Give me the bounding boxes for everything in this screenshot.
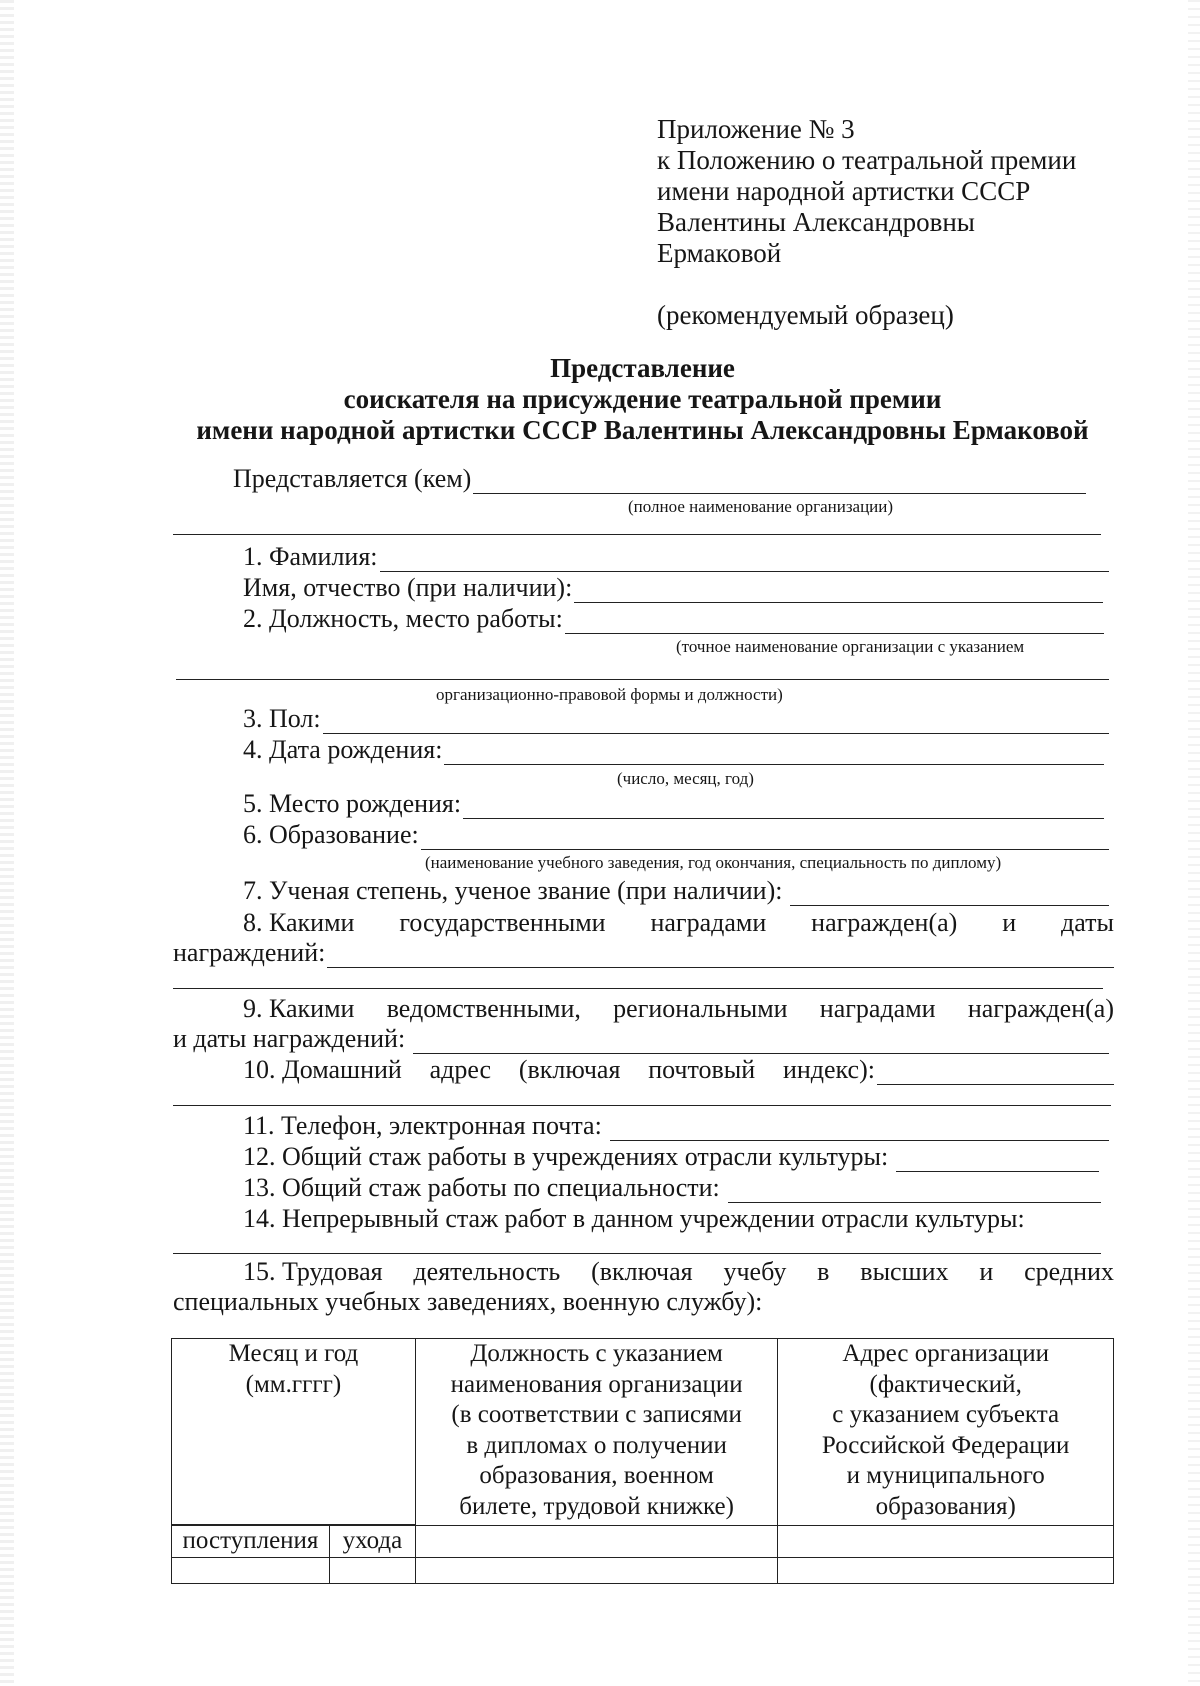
header-text: образования) (875, 1492, 1016, 1520)
culture-experience-field[interactable] (896, 1147, 1099, 1172)
header-text: (фактический, (869, 1370, 1022, 1398)
text-word: награжден(а) (967, 994, 1114, 1023)
home-address-row (243, 1055, 1114, 1085)
sex-label: 3. Пол: (243, 704, 321, 733)
text-word: средних (1024, 1257, 1114, 1286)
header-text: в дипломах о получении (466, 1431, 727, 1459)
surname-label: 1. Фамилия: (243, 542, 378, 571)
home-address-field[interactable] (877, 1060, 1114, 1085)
phone-row (243, 1111, 1109, 1141)
birth-date-label: 4. Дата рождения: (243, 735, 443, 764)
surname-field[interactable] (380, 547, 1109, 572)
header-position (415, 1339, 777, 1526)
attachment-line: Валентины Александровны (657, 207, 975, 237)
text-word: в (817, 1257, 830, 1286)
birth-place-label: 5. Место рождения: (243, 789, 462, 818)
position-hint: (точное наименование организации с указанием (676, 637, 1025, 656)
header-text: и муниципального (846, 1462, 1045, 1489)
scan-edge-right (1188, 0, 1200, 1686)
labor-tail-row (173, 1287, 1073, 1317)
text-word: 8. Какими (243, 908, 355, 937)
work-history-table (171, 1338, 1114, 1584)
text-word: деятельность (413, 1257, 561, 1286)
birth-date-field[interactable] (444, 740, 1104, 765)
text-word: учебу (723, 1257, 787, 1286)
state-awards-row (173, 938, 1114, 968)
table-cell[interactable] (172, 1558, 330, 1584)
home-address-field-line[interactable] (173, 1105, 1111, 1106)
degree-field[interactable] (790, 881, 1109, 906)
sample-note: (рекомендуемый образец) (657, 300, 954, 330)
text-word: региональными (613, 994, 788, 1023)
continuous-experience-row (243, 1204, 1114, 1234)
sex-field[interactable] (323, 709, 1109, 734)
text-word: (включая (518, 1055, 621, 1084)
phone-label: 11. Телефон, электронная почта: (243, 1111, 602, 1140)
header-text: Должность с указанием (470, 1340, 723, 1367)
header-text: Месяц и год (228, 1340, 359, 1367)
presented-by-field[interactable] (473, 469, 1086, 494)
text-word: даты (1061, 908, 1114, 937)
subheader-start: поступления (172, 1526, 330, 1558)
attachment-line: Приложение № 3 (657, 114, 855, 144)
state-awards-field[interactable] (327, 943, 1114, 968)
text-word: 9. Какими (243, 994, 355, 1023)
dept-awards-field[interactable] (413, 1029, 1109, 1054)
dept-awards-line (243, 993, 1114, 1024)
text-word: индекс): (782, 1055, 875, 1084)
scan-edge-left (0, 0, 14, 1686)
continuous-experience-field-line[interactable] (173, 1253, 1101, 1254)
labor-line (243, 1256, 1114, 1287)
attachment-line: к Положению о театральной премии (657, 145, 1077, 175)
birth-place-field[interactable] (463, 794, 1104, 819)
attachment-line: Ермаковой (657, 238, 782, 268)
header-text: Российской Федерации (821, 1431, 1070, 1459)
header-text: билете, трудовой книжке) (459, 1492, 734, 1520)
text-word: и (979, 1257, 994, 1286)
degree-row (243, 876, 1109, 906)
education-field[interactable] (421, 825, 1109, 850)
table-row (172, 1558, 1114, 1584)
presented-by-label: Представляется (кем) (233, 464, 472, 493)
labor-tail-label: специальных учебных заведениях, военную службу): (173, 1287, 763, 1316)
text-word: адрес (429, 1055, 492, 1084)
birth-date-hint: (число, месяц, год) (617, 769, 754, 788)
state-awards-label: награждений: (173, 938, 326, 967)
document-title: Представление (550, 353, 735, 383)
attachment-line: имени народной артистки СССР (657, 176, 1031, 206)
text-word: государственными (399, 908, 606, 937)
presented-by-field-line[interactable] (173, 534, 1101, 535)
document-subtitle: соискателя на присуждение театральной премии (343, 384, 942, 414)
specialty-experience-field[interactable] (728, 1178, 1101, 1203)
surname-row (243, 542, 1109, 572)
header-address (778, 1339, 1114, 1526)
header-text: (мм.гггг) (245, 1370, 342, 1398)
text-word: ведомственными, (386, 994, 581, 1023)
header-text: Адрес организации (842, 1340, 1049, 1367)
birth-date-row (243, 735, 1104, 765)
document-subtitle: имени народной артистки СССР Валентины Александровны Ермаковой (196, 415, 1089, 445)
header-month-year (172, 1339, 416, 1525)
state-awards-field-line[interactable] (173, 988, 1103, 989)
phone-field[interactable] (610, 1116, 1109, 1141)
specialty-experience-label: 13. Общий стаж работы по специальности: (243, 1173, 720, 1202)
table-cell[interactable] (778, 1558, 1114, 1584)
header-text: (в соответствии с записями (451, 1401, 742, 1428)
table-cell[interactable] (329, 1558, 415, 1584)
text-word: наградами (650, 908, 767, 937)
table-cell[interactable] (415, 1558, 777, 1584)
specialty-experience-row (243, 1173, 1101, 1203)
table-subheader-row (172, 1526, 1114, 1558)
presented-by-row (233, 464, 1086, 494)
education-label: 6. Образование: (243, 820, 419, 849)
text-word: награжден(а) (811, 908, 958, 937)
text-word: наградами (819, 994, 936, 1023)
name-field[interactable] (574, 578, 1103, 603)
text-word: 15. Трудовая (243, 1257, 383, 1286)
name-row (243, 573, 1103, 603)
education-hint: (наименование учебного заведения, год окончания, специальность по диплому) (425, 853, 1002, 872)
name-label: Имя, отчество (при наличии): (243, 573, 573, 602)
text-word: (включая (591, 1257, 693, 1286)
header-text: наименования организации (450, 1370, 743, 1398)
text-word: высших (860, 1257, 949, 1286)
header-text: с указанием субъекта (832, 1401, 1060, 1428)
sex-row (243, 704, 1109, 734)
text-word: 10. Домашний (243, 1055, 402, 1084)
home-address-label (243, 1055, 875, 1085)
table-header-row (172, 1339, 1114, 1525)
position-field-line[interactable] (176, 679, 1109, 680)
presented-by-hint: (полное наименование организации) (628, 497, 894, 516)
text-word: почтовый (648, 1055, 756, 1084)
dept-awards-row (173, 1024, 1109, 1054)
position-label: 2. Должность, место работы: (243, 604, 563, 633)
continuous-experience-label: 14. Непрерывный стаж работ в данном учреждении отрасли культуры: (243, 1204, 1025, 1233)
birth-place-row (243, 789, 1104, 819)
state-awards-line (243, 907, 1114, 938)
header-text: образования, военном (479, 1462, 714, 1489)
position-row (243, 604, 1104, 634)
position-field[interactable] (565, 609, 1104, 634)
table-cell[interactable] (778, 1526, 1114, 1558)
culture-experience-row (243, 1142, 1099, 1172)
text-word: и (1002, 908, 1017, 937)
table-cell[interactable] (415, 1526, 777, 1558)
dept-awards-label: и даты награждений: (173, 1024, 406, 1053)
education-row (243, 820, 1109, 850)
position-hint: организационно-правовой формы и должности) (436, 685, 783, 704)
subheader-end: ухода (329, 1526, 415, 1558)
degree-label: 7. Ученая степень, ученое звание (при наличии): (243, 876, 783, 905)
attachment-note (657, 114, 1076, 331)
culture-experience-label: 12. Общий стаж работы в учреждениях отрасли культуры: (243, 1142, 889, 1171)
